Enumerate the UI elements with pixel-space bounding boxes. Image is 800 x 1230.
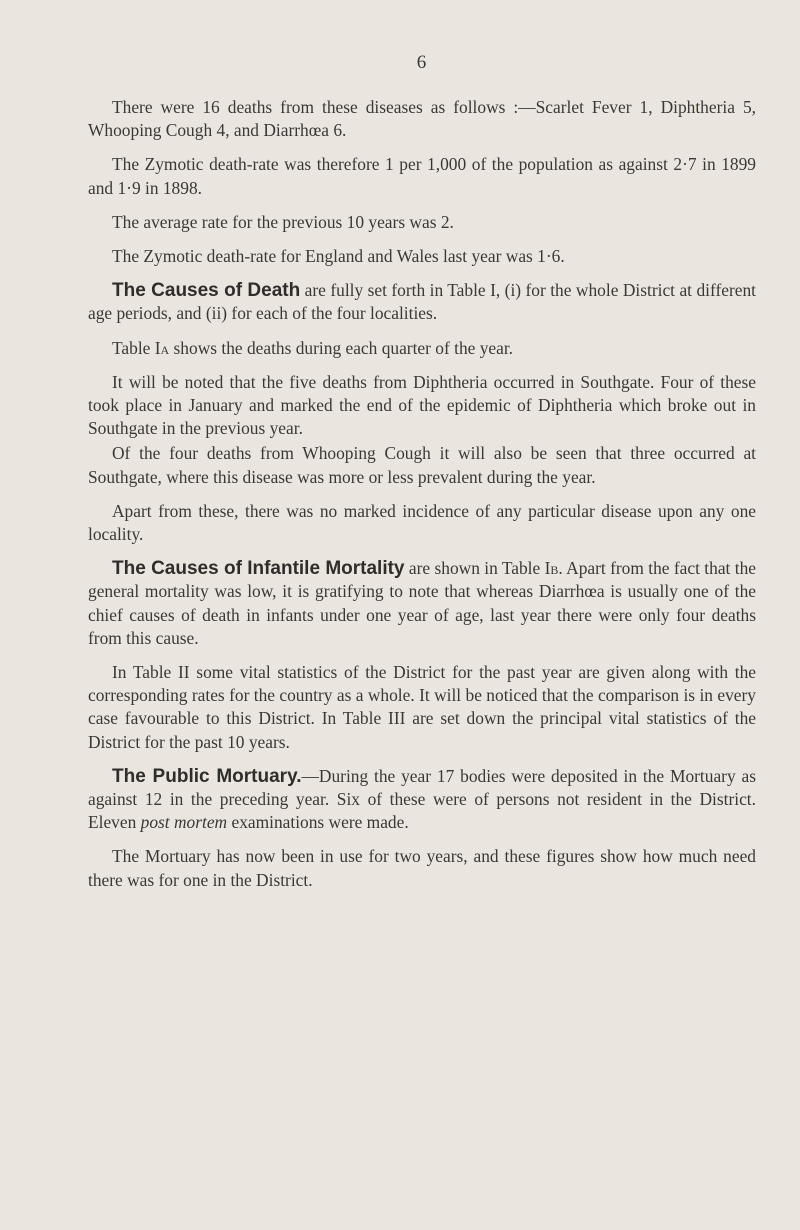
- paragraph-vital-statistics: In Table II some vital statistics of the District for the past year are given along with the corresponding rates for the country as a whole. It will be noticed that the comparison is in every case favourable to this District. In Table III are set down the principal vital statistics of the District for the past 10 years.: [88, 662, 756, 752]
- table-ia-ref: Table I: [112, 337, 161, 358]
- paragraph-public-mortuary: [88, 765, 756, 835]
- mortuary-text-b: examinations were made.: [227, 812, 409, 833]
- mortuary-text-a: —During the year 17 bodies were deposited in the Mortuary as against 12 in the preceding year. Six of these were of persons not resident in the District. Eleven: [88, 765, 756, 833]
- table-ia-text: shows the deaths during each quarter of the year.: [169, 337, 514, 358]
- paragraph-mortuary-use: The Mortuary has now been in use for two years, and these figures show how much need there was for one in the District.: [88, 846, 756, 890]
- paragraph-table-ia: [88, 337, 756, 360]
- page-number: 6: [416, 52, 428, 73]
- paragraph-deaths-summary: There were 16 deaths from these diseases as follows :—Scarlet Fever 1, Diphtheria 5, Whooping Cough 4, and Diarrhœa 6.: [88, 97, 756, 141]
- post-mortem-italic: post mortem: [140, 812, 228, 833]
- heading-public-mortuary: The Public Mortuary.: [112, 765, 302, 787]
- paragraph-no-marked-incidence: Apart from these, there was no marked incidence of any particular disease upon any one locality.: [88, 500, 756, 545]
- paragraph-england-wales-rate: The Zymotic death-rate for England and Wales last year was 1·6.: [112, 246, 565, 267]
- paragraph-causes-of-death: [88, 279, 756, 325]
- paragraph-average-rate: The average rate for the previous 10 years was 2.: [112, 211, 454, 232]
- paragraph-whooping-cough: Of the four deaths from Whooping Cough it will also be seen that three occurred at Southgate, where this disease was more or less prevalent during the year.: [88, 443, 756, 487]
- infantile-mortality-text-b: . Apart from the fact that the general mortality was low, it is gratifying to note that whereas Diarrhœa is usually one of the chief causes of death in infants under one year of age, last year there were only four deaths from this cause.: [88, 558, 757, 648]
- table-ia-suffix: a: [160, 337, 170, 358]
- causes-of-death-text: are fully set forth in Table I, (i) for the whole District at different age periods, and (ii) for each of the four localities.: [88, 280, 756, 324]
- infantile-mortality-text-a: are shown in Table I: [404, 558, 551, 579]
- paragraph-zymotic-rate: The Zymotic death-rate was therefore 1 per 1,000 of the population as against 2·7 in 1899 and 1·9 in 1898.: [88, 154, 756, 198]
- document-page: [88, 52, 756, 903]
- heading-causes-of-death: The Causes of Death: [112, 280, 301, 302]
- paragraph-diphtheria: It will be noted that the five deaths from Diphtheria occurred in Southgate. Four of these took place in January and marked the end of the epidemic of Diphtheria which broke out in Southgate in the previous year.: [88, 371, 756, 439]
- heading-infantile-mortality: The Causes of Infantile Mortality: [112, 558, 405, 580]
- table-ib-suffix: b: [550, 558, 559, 579]
- paragraph-infantile-mortality: [88, 557, 756, 650]
